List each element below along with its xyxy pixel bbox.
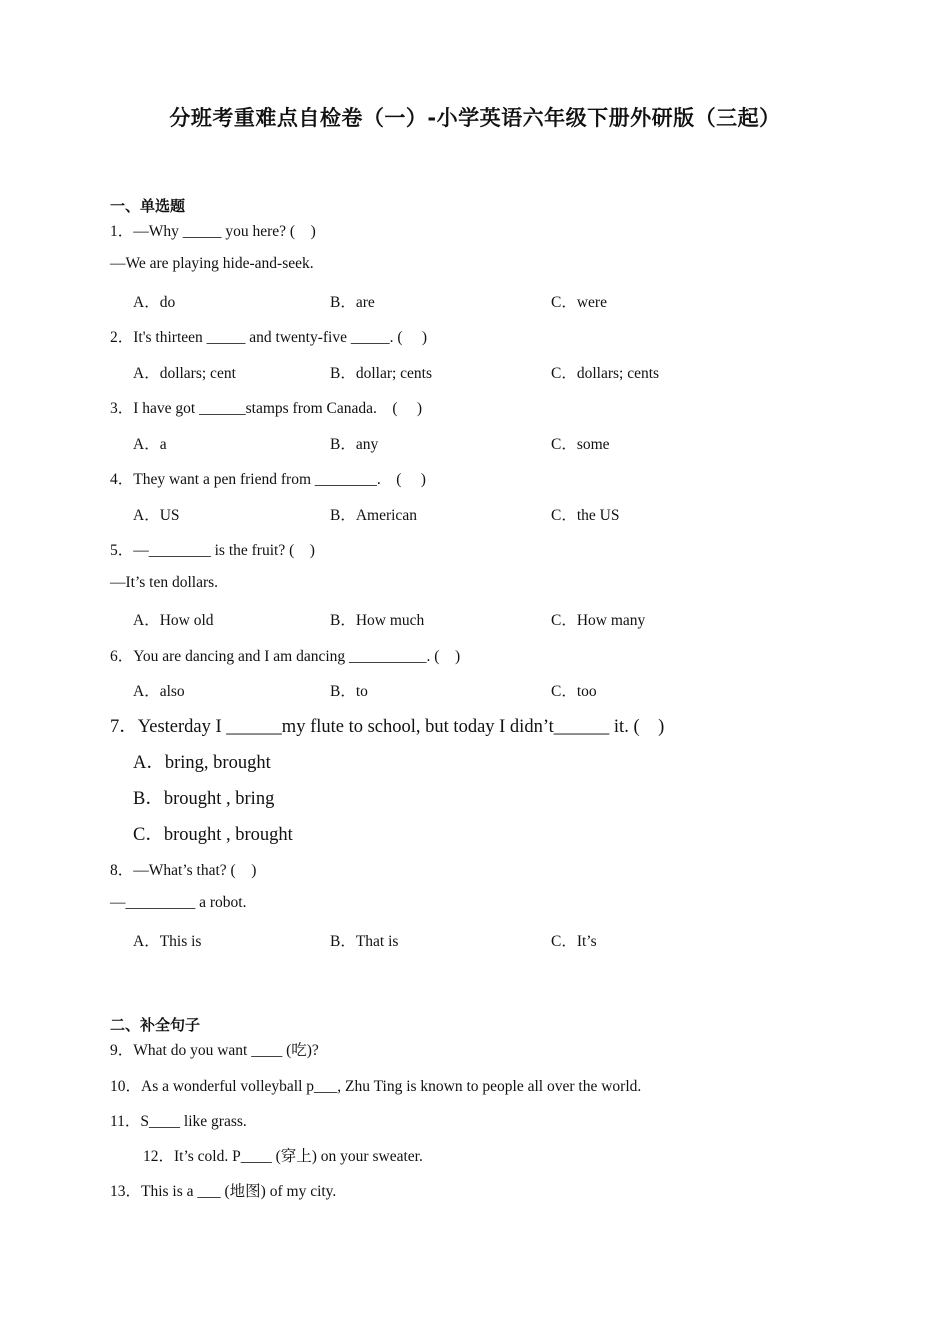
question-2-option-a: A．dollars; cent [133, 365, 236, 382]
question-7-option-a: A．bring, brought [133, 753, 271, 773]
question-5-stem: 5．—________ is the fruit? ( ) [110, 542, 315, 559]
question-8-option-a: A．This is [133, 933, 202, 950]
question-8-option-b: B．That is [330, 933, 399, 950]
question-1-option-b: B．are [330, 294, 375, 311]
section-heading-complete-sentences: 二、补全句子 [110, 1016, 201, 1034]
question-2-option-b: B．dollar; cents [330, 365, 433, 382]
question-3-option-a: A．a [133, 436, 167, 453]
question-4-option-a: A．US [133, 507, 180, 524]
question-12: 12．It’s cold. P____ (穿上) on your sweater. [143, 1148, 423, 1165]
question-1-stem: 1．—Why _____ you here? ( ) [110, 223, 316, 240]
question-11: 11．S____ like grass. [110, 1113, 247, 1130]
section-heading-single-choice: 一、单选题 [110, 197, 186, 215]
question-6-option-a: A．also [133, 683, 185, 700]
question-6-option-c: C．too [551, 683, 597, 700]
question-5-line2: —It’s ten dollars. [110, 574, 219, 591]
question-6-stem: 6．You are dancing and I am dancing __________. ( ) [110, 648, 461, 665]
page-title: 分班考重难点自检卷（一）-小学英语六年级下册外研版（三起） [169, 106, 781, 130]
question-1-option-a: A．do [133, 294, 176, 311]
question-7-stem: 7．Yesterday I ______my flute to school, but today I didn’t______ it. ( ) [110, 717, 665, 737]
question-13: 13．This is a ___ (地图) of my city. [110, 1183, 337, 1200]
question-8-line2: —_________ a robot. [110, 894, 247, 911]
question-6-option-b: B．to [330, 683, 368, 700]
question-3-option-b: B．any [330, 436, 379, 453]
question-7-option-c: C．brought , brought [133, 825, 293, 845]
question-8-stem: 8．—What’s that? ( ) [110, 862, 257, 879]
question-9: 9．What do you want ____ (吃)? [110, 1042, 319, 1059]
question-5-option-b: B．How much [330, 612, 425, 629]
question-2-option-c: C．dollars; cents [551, 365, 660, 382]
question-4-option-b: B．American [330, 507, 417, 524]
question-4-stem: 4．They want a pen friend from ________. ( ) [110, 471, 426, 488]
question-5-option-c: C．How many [551, 612, 646, 629]
question-5-option-a: A．How old [133, 612, 214, 629]
question-1-line2: —We are playing hide-and-seek. [110, 255, 314, 272]
question-7-option-b: B．brought , bring [133, 789, 275, 809]
question-10: 10．As a wonderful volleyball p___, Zhu Ting is known to people all over the world. [110, 1078, 642, 1095]
question-3-stem: 3．I have got ______stamps from Canada. ( ) [110, 400, 423, 417]
question-2-stem: 2．It's thirteen _____ and twenty-five _____. ( ) [110, 329, 428, 346]
question-8-option-c: C．It’s [551, 933, 597, 950]
question-1-option-c: C．were [551, 294, 607, 311]
question-3-option-c: C．some [551, 436, 610, 453]
question-4-option-c: C．the US [551, 507, 620, 524]
